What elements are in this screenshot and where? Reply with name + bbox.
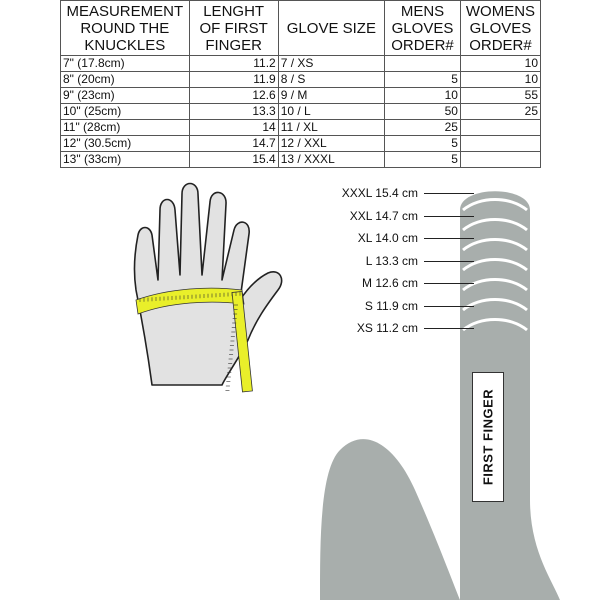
cell-mens-order: 5 xyxy=(385,72,461,88)
table-header-row xyxy=(61,1,541,56)
cell-finger-length: 11.2 xyxy=(189,56,278,72)
finger-size-leader-line xyxy=(424,328,474,329)
cell-glove-size: 12 / XXL xyxy=(278,136,384,152)
hand-illustration xyxy=(130,180,300,410)
table-row xyxy=(61,72,541,88)
cell-womens-order: 10 xyxy=(460,56,540,72)
table-row xyxy=(61,120,541,136)
table-row xyxy=(61,152,541,168)
cell-finger-length: 13.3 xyxy=(189,104,278,120)
table-row xyxy=(61,56,541,72)
finger-size-label: XS 11.2 cm xyxy=(356,321,418,335)
finger-size-label: M 12.6 cm xyxy=(361,276,418,290)
cell-glove-size: 13 / XXXL xyxy=(278,152,384,168)
cell-finger-length: 12.6 xyxy=(189,88,278,104)
glove-size-table xyxy=(60,0,541,168)
header-womens-order: WOMENS GLOVES ORDER# xyxy=(460,1,540,56)
finger-size-label: L 13.3 cm xyxy=(365,253,418,268)
table-row xyxy=(61,104,541,120)
cell-mens-order: 5 xyxy=(385,136,461,152)
cell-measurement: 9" (23cm) xyxy=(61,88,190,104)
table-row xyxy=(61,136,541,152)
table-row xyxy=(61,88,541,104)
header-glove-size: GLOVE SIZE xyxy=(278,1,384,56)
finger-size-leader-line xyxy=(424,216,474,217)
cell-mens-order: 50 xyxy=(385,104,461,120)
finger-size-leader-line xyxy=(424,283,474,284)
cell-measurement: 13" (33cm) xyxy=(61,152,190,168)
cell-womens-order: 25 xyxy=(460,104,540,120)
cell-mens-order: 25 xyxy=(385,120,461,136)
cell-womens-order xyxy=(460,120,540,136)
finger-size-label: XXXL 15.4 cm xyxy=(341,186,418,200)
first-finger-label-box xyxy=(472,372,504,502)
header-mens-order: MENS GLOVES ORDER# xyxy=(385,1,461,56)
cell-glove-size: 9 / M xyxy=(278,88,384,104)
finger-size-label: XL 14.0 cm xyxy=(357,231,418,245)
cell-glove-size: 11 / XL xyxy=(278,120,384,136)
cell-glove-size: 10 / L xyxy=(278,104,384,120)
cell-finger-length: 14.7 xyxy=(189,136,278,152)
cell-measurement: 8" (20cm) xyxy=(61,72,190,88)
header-measurement: MEASUREMENT ROUND THE KNUCKLES xyxy=(61,1,190,56)
cell-glove-size: 8 / S xyxy=(278,72,384,88)
cell-finger-length: 15.4 xyxy=(189,152,278,168)
cell-measurement: 10" (25cm) xyxy=(61,104,190,120)
cell-measurement: 11" (28cm) xyxy=(61,120,190,136)
cell-mens-order: 5 xyxy=(385,152,461,168)
finger-size-leader-line xyxy=(424,306,474,307)
cell-mens-order: 10 xyxy=(385,88,461,104)
cell-womens-order xyxy=(460,152,540,168)
cell-finger-length: 11.9 xyxy=(189,72,278,88)
finger-size-leader-line xyxy=(424,261,474,262)
cell-glove-size: 7 / XS xyxy=(278,56,384,72)
cell-mens-order xyxy=(385,56,461,72)
header-finger-length: LENGHT OF FIRST FINGER xyxy=(189,1,278,56)
finger-size-leader-line xyxy=(424,238,474,239)
cell-womens-order: 55 xyxy=(460,88,540,104)
finger-size-leader-line xyxy=(424,193,474,194)
cell-finger-length: 14 xyxy=(189,120,278,136)
first-finger-label: FIRST FINGER xyxy=(480,388,496,486)
cell-measurement: 12" (30.5cm) xyxy=(61,136,190,152)
cell-womens-order: 10 xyxy=(460,72,540,88)
finger-size-label: S 11.9 cm xyxy=(364,298,418,313)
cell-measurement: 7" (17.8cm) xyxy=(61,56,190,72)
cell-womens-order xyxy=(460,136,540,152)
finger-size-label: XXL 14.7 cm xyxy=(349,208,418,223)
hand-outline xyxy=(135,184,282,386)
